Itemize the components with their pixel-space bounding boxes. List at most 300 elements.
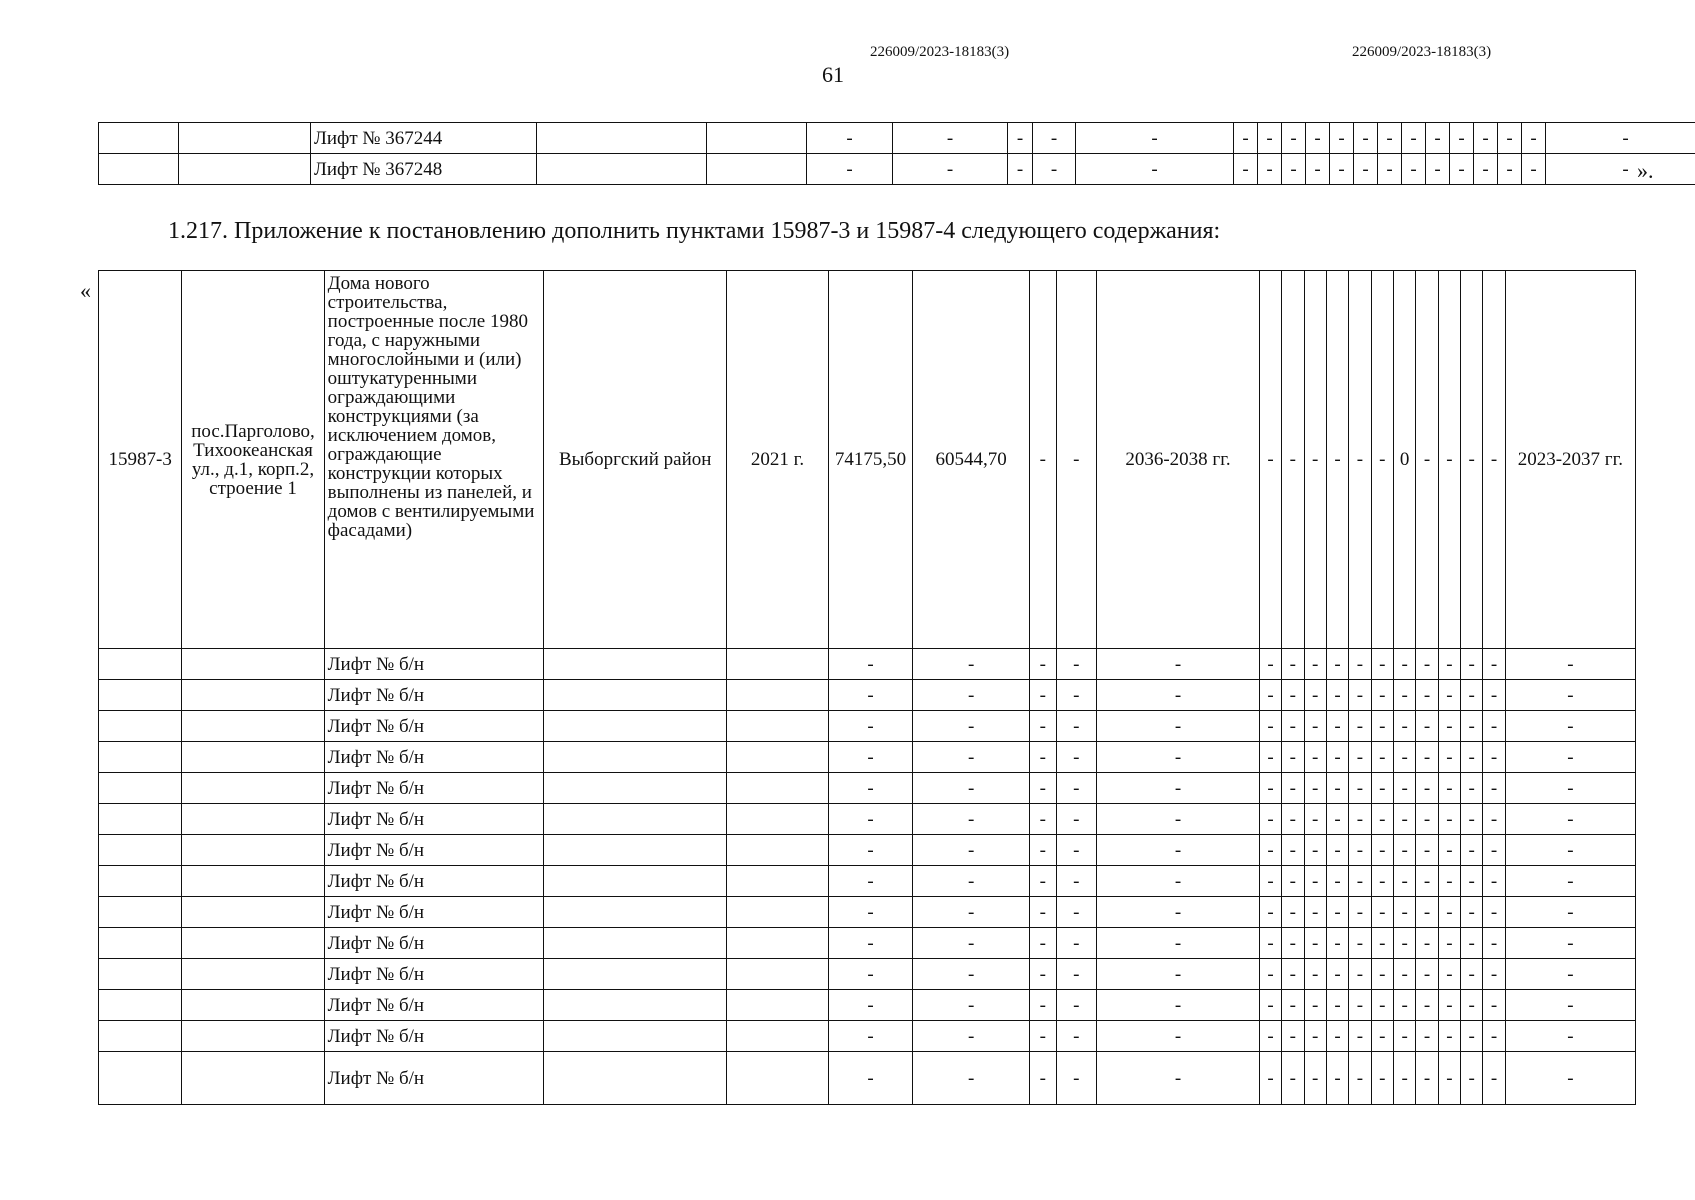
lift-name: Лифт № б/н (324, 649, 544, 680)
entry-period: 2036-2038 гг. (1097, 271, 1260, 649)
empty-cell (537, 123, 707, 154)
empty-cell (727, 959, 829, 990)
lift-row (99, 742, 1636, 773)
entry-small-cell: - (1282, 271, 1304, 649)
dash-cell: - (1326, 928, 1348, 959)
dash-cell: - (913, 804, 1030, 835)
dash-cell: - (1483, 1052, 1505, 1105)
dash-cell: - (1438, 835, 1460, 866)
lift-name: Лифт № б/н (324, 897, 544, 928)
dash-cell: - (1056, 897, 1097, 928)
dash-cell: - (1349, 866, 1371, 897)
entry-small-cell: - (1483, 271, 1505, 649)
dash-cell: - (1056, 990, 1097, 1021)
entry-area-living: 60544,70 (913, 271, 1030, 649)
entry-c1: - (1030, 271, 1056, 649)
dash-cell: - (1097, 897, 1260, 928)
dash-cell: - (1282, 897, 1304, 928)
page-number: 61 (822, 62, 844, 87)
dash-cell: - (1349, 649, 1371, 680)
dash-cell: - (913, 711, 1030, 742)
dash-cell: - (1483, 928, 1505, 959)
empty-cell (99, 897, 182, 928)
dash-cell: - (1326, 990, 1348, 1021)
dash-cell: - (1349, 1052, 1371, 1105)
empty-cell (727, 990, 829, 1021)
entry-district: Выборгский район (544, 271, 727, 649)
empty-cell (544, 928, 727, 959)
dash-cell: - (1282, 928, 1304, 959)
dash-cell: - (1234, 123, 1258, 154)
empty-cell (727, 835, 829, 866)
dash-cell: - (1282, 959, 1304, 990)
dash-cell: - (913, 773, 1030, 804)
dash-cell: - (1097, 835, 1260, 866)
dash-cell: - (1030, 711, 1056, 742)
dash-cell: - (807, 123, 893, 154)
dash-cell: - (1393, 835, 1415, 866)
dash-cell: - (1259, 1052, 1281, 1105)
lift-name: Лифт № 367248 (311, 154, 537, 185)
dash-cell: - (1450, 123, 1474, 154)
dash-cell: - (1349, 990, 1371, 1021)
empty-cell (727, 1021, 829, 1052)
dash-cell: - (1393, 959, 1415, 990)
dash-cell: - (1393, 928, 1415, 959)
empty-cell (182, 773, 324, 804)
dash-cell: - (1030, 1021, 1056, 1052)
dash-cell: - (1259, 680, 1281, 711)
empty-cell (99, 866, 182, 897)
empty-cell (182, 804, 324, 835)
dash-cell: - (1483, 990, 1505, 1021)
empty-cell (182, 742, 324, 773)
dash-cell: - (1438, 742, 1460, 773)
dash-cell: - (1033, 154, 1076, 185)
dash-cell: - (1056, 742, 1097, 773)
dash-cell: - (1438, 1052, 1460, 1105)
empty-cell (544, 866, 727, 897)
dash-cell: - (1393, 990, 1415, 1021)
dash-cell: - (1259, 711, 1281, 742)
dash-cell: - (1259, 866, 1281, 897)
dash-cell: - (1474, 123, 1498, 154)
dash-cell: - (1498, 154, 1522, 185)
lift-row (99, 1052, 1636, 1105)
opening-quote: « (80, 278, 91, 303)
dash-cell: - (1349, 711, 1371, 742)
dash-cell: - (1030, 773, 1056, 804)
dash-cell: - (913, 649, 1030, 680)
dash-cell: - (1371, 990, 1393, 1021)
dash-cell: - (828, 804, 912, 835)
dash-cell: - (1416, 990, 1438, 1021)
dash-cell: - (807, 154, 893, 185)
dash-cell: - (1505, 711, 1635, 742)
dash-cell: - (1282, 835, 1304, 866)
entry-area-total: 74175,50 (828, 271, 912, 649)
dash-cell: - (1259, 1021, 1281, 1052)
dash-cell: - (1030, 649, 1056, 680)
dash-cell: - (1304, 649, 1326, 680)
dash-cell: - (1056, 1021, 1097, 1052)
dash-cell: - (1498, 123, 1522, 154)
dash-cell: - (1056, 711, 1097, 742)
dash-cell: - (1349, 928, 1371, 959)
dash-cell: - (1426, 123, 1450, 154)
dash-cell: - (913, 959, 1030, 990)
dash-cell: - (1008, 123, 1033, 154)
dash-cell: - (1349, 804, 1371, 835)
dash-cell: - (1330, 154, 1354, 185)
main-table (98, 270, 1636, 1105)
dash-cell: - (1304, 711, 1326, 742)
dash-cell: - (1438, 773, 1460, 804)
empty-cell (727, 742, 829, 773)
dash-cell: - (1030, 1052, 1056, 1105)
empty-cell (727, 649, 829, 680)
lift-row (99, 897, 1636, 928)
dash-cell: - (1304, 990, 1326, 1021)
empty-cell (707, 154, 807, 185)
dash-cell: - (828, 990, 912, 1021)
entry-small-cell: - (1259, 271, 1281, 649)
dash-cell: - (1461, 649, 1483, 680)
lift-row (99, 959, 1636, 990)
dash-cell: - (1259, 773, 1281, 804)
dash-cell: - (1354, 123, 1378, 154)
dash-cell: - (1483, 835, 1505, 866)
dash-cell: - (913, 1021, 1030, 1052)
dash-cell: - (1330, 123, 1354, 154)
dash-cell: - (1505, 1021, 1635, 1052)
dash-cell: - (1097, 1021, 1260, 1052)
dash-cell: - (1416, 959, 1438, 990)
lift-row (99, 928, 1636, 959)
dash-cell: - (1416, 928, 1438, 959)
lift-name: Лифт № 367244 (311, 123, 537, 154)
dash-cell: - (1461, 928, 1483, 959)
dash-cell: - (1393, 773, 1415, 804)
dash-cell: - (1097, 804, 1260, 835)
dash-cell: - (1522, 154, 1546, 185)
dash-cell: - (1097, 1052, 1260, 1105)
lift-name: Лифт № б/н (324, 990, 544, 1021)
dash-cell: - (1461, 804, 1483, 835)
dash-cell: - (1030, 866, 1056, 897)
lift-name: Лифт № б/н (324, 866, 544, 897)
amendment-paragraph: 1.217. Приложение к постановлению дополнить пунктами 15987-3 и 15987-4 следующего содержания: (168, 218, 1221, 244)
empty-cell (544, 1052, 727, 1105)
dash-cell: - (1378, 123, 1402, 154)
dash-cell: - (1056, 959, 1097, 990)
dash-cell: - (1371, 866, 1393, 897)
lift-row (99, 835, 1636, 866)
dash-cell: - (1258, 123, 1282, 154)
empty-cell (182, 649, 324, 680)
dash-cell: - (1505, 897, 1635, 928)
dash-cell: - (1030, 680, 1056, 711)
dash-cell: - (1304, 680, 1326, 711)
dash-cell: - (1282, 1021, 1304, 1052)
dash-cell: - (1546, 154, 1695, 185)
entry-small-cell: - (1304, 271, 1326, 649)
empty-cell (727, 866, 829, 897)
dash-cell: - (1371, 897, 1393, 928)
dash-cell: - (1505, 1052, 1635, 1105)
empty-cell (182, 990, 324, 1021)
dash-cell: - (828, 680, 912, 711)
dash-cell: - (1030, 928, 1056, 959)
dash-cell: - (1097, 773, 1260, 804)
dash-cell: - (1304, 897, 1326, 928)
empty-cell (544, 680, 727, 711)
dash-cell: - (1259, 649, 1281, 680)
dash-cell: - (1304, 804, 1326, 835)
dash-cell: - (1546, 123, 1695, 154)
empty-cell (99, 649, 182, 680)
dash-cell: - (1371, 711, 1393, 742)
dash-cell: - (1304, 1021, 1326, 1052)
dash-cell: - (1326, 680, 1348, 711)
lift-name: Лифт № б/н (324, 1021, 544, 1052)
dash-cell: - (1097, 680, 1260, 711)
empty-cell (99, 804, 182, 835)
dash-cell: - (1304, 928, 1326, 959)
lift-name: Лифт № б/н (324, 959, 544, 990)
dash-cell: - (1393, 1021, 1415, 1052)
lift-name: Лифт № б/н (324, 1052, 544, 1105)
dash-cell: - (1483, 1021, 1505, 1052)
dash-cell: - (1282, 990, 1304, 1021)
empty-cell (544, 742, 727, 773)
dash-cell: - (1282, 123, 1306, 154)
dash-cell: - (1505, 959, 1635, 990)
entry-small-cell: - (1349, 271, 1371, 649)
dash-cell: - (1461, 866, 1483, 897)
dash-cell: - (1438, 804, 1460, 835)
dash-cell: - (1505, 990, 1635, 1021)
dash-cell: - (1505, 773, 1635, 804)
dash-cell: - (1282, 866, 1304, 897)
dash-cell: - (1326, 835, 1348, 866)
dash-cell: - (1056, 866, 1097, 897)
dash-cell: - (1349, 897, 1371, 928)
empty-cell (727, 711, 829, 742)
dash-cell: - (913, 928, 1030, 959)
empty-cell (99, 711, 182, 742)
dash-cell: - (1505, 835, 1635, 866)
dash-cell: - (1259, 742, 1281, 773)
dash-cell: - (1393, 649, 1415, 680)
dash-cell: - (1393, 897, 1415, 928)
dash-cell: - (1461, 990, 1483, 1021)
lift-name: Лифт № б/н (324, 680, 544, 711)
dash-cell: - (1326, 959, 1348, 990)
empty-cell (727, 804, 829, 835)
dash-cell: - (1483, 804, 1505, 835)
dash-cell: - (1371, 835, 1393, 866)
dash-cell: - (1483, 742, 1505, 773)
entry-address: пос.Парголово, Тихоокеанская ул., д.1, корп.2, строение 1 (182, 271, 324, 649)
empty-cell (182, 835, 324, 866)
dash-cell: - (1056, 928, 1097, 959)
dash-cell: - (1474, 154, 1498, 185)
dash-cell: - (1393, 742, 1415, 773)
dash-cell: - (828, 773, 912, 804)
dash-cell: - (1097, 866, 1260, 897)
dash-cell: - (1259, 990, 1281, 1021)
dash-cell: - (1282, 773, 1304, 804)
dash-cell: - (1416, 680, 1438, 711)
dash-cell: - (1483, 711, 1505, 742)
empty-cell (99, 1052, 182, 1105)
dash-cell: - (828, 1021, 912, 1052)
dash-cell: - (828, 866, 912, 897)
empty-cell (707, 123, 807, 154)
lift-name: Лифт № б/н (324, 773, 544, 804)
dash-cell: - (1416, 742, 1438, 773)
dash-cell: - (828, 959, 912, 990)
dash-cell: - (1326, 1021, 1348, 1052)
dash-cell: - (1282, 804, 1304, 835)
dash-cell: - (1259, 959, 1281, 990)
empty-cell (182, 711, 324, 742)
dash-cell: - (1304, 835, 1326, 866)
dash-cell: - (1326, 773, 1348, 804)
dash-cell: - (913, 680, 1030, 711)
dash-cell: - (1326, 649, 1348, 680)
empty-cell (179, 123, 311, 154)
dash-cell: - (1258, 154, 1282, 185)
empty-cell (537, 154, 707, 185)
dash-cell: - (1349, 959, 1371, 990)
dash-cell: - (1234, 154, 1258, 185)
dash-cell: - (1450, 154, 1474, 185)
dash-cell: - (1326, 711, 1348, 742)
dash-cell: - (1522, 123, 1546, 154)
entry-number: 15987-3 (99, 271, 182, 649)
entry-small-cell: - (1326, 271, 1348, 649)
dash-cell: - (828, 742, 912, 773)
closing-quote: ». (1637, 158, 1654, 183)
dash-cell: - (1438, 928, 1460, 959)
dash-cell: - (1326, 742, 1348, 773)
empty-cell (544, 959, 727, 990)
document-id-right: 226009/2023-18183(3) (1352, 44, 1492, 60)
empty-cell (182, 1021, 324, 1052)
empty-cell (99, 928, 182, 959)
dash-cell: - (1505, 680, 1635, 711)
dash-cell: - (1326, 1052, 1348, 1105)
entry-period2: 2023-2037 гг. (1505, 271, 1635, 649)
entry-small-cell: 0 (1393, 271, 1415, 649)
dash-cell: - (1393, 866, 1415, 897)
dash-cell: - (1056, 804, 1097, 835)
lift-name: Лифт № б/н (324, 742, 544, 773)
empty-cell (544, 990, 727, 1021)
dash-cell: - (1483, 680, 1505, 711)
dash-cell: - (1282, 154, 1306, 185)
dash-cell: - (1056, 835, 1097, 866)
dash-cell: - (1438, 990, 1460, 1021)
lift-row (99, 649, 1636, 680)
dash-cell: - (1416, 1021, 1438, 1052)
dash-cell: - (1030, 835, 1056, 866)
dash-cell: - (1030, 897, 1056, 928)
dash-cell: - (1461, 897, 1483, 928)
entry-small-cell: - (1416, 271, 1438, 649)
dash-cell: - (893, 154, 1008, 185)
empty-cell (182, 928, 324, 959)
dash-cell: - (1306, 154, 1330, 185)
entry-year: 2021 г. (727, 271, 829, 649)
empty-cell (727, 1052, 829, 1105)
dash-cell: - (1483, 866, 1505, 897)
dash-cell: - (1371, 1052, 1393, 1105)
dash-cell: - (1438, 649, 1460, 680)
dash-cell: - (1282, 1052, 1304, 1105)
lift-row (99, 1021, 1636, 1052)
dash-cell: - (1371, 742, 1393, 773)
dash-cell: - (1402, 123, 1426, 154)
dash-cell: - (1056, 773, 1097, 804)
dash-cell: - (1461, 773, 1483, 804)
dash-cell: - (1416, 649, 1438, 680)
dash-cell: - (1483, 897, 1505, 928)
dash-cell: - (913, 742, 1030, 773)
entry-small-cell: - (1438, 271, 1460, 649)
dash-cell: - (1259, 804, 1281, 835)
dash-cell: - (1416, 804, 1438, 835)
dash-cell: - (1097, 742, 1260, 773)
dash-cell: - (1371, 959, 1393, 990)
empty-cell (727, 680, 829, 711)
lift-row (99, 990, 1636, 1021)
dash-cell: - (1393, 804, 1415, 835)
dash-cell: - (1416, 897, 1438, 928)
empty-cell (182, 680, 324, 711)
dash-cell: - (1402, 154, 1426, 185)
empty-cell (179, 154, 311, 185)
document-id-left: 226009/2023-18183(3) (870, 44, 1010, 60)
lift-name: Лифт № б/н (324, 711, 544, 742)
lift-row (99, 680, 1636, 711)
dash-cell: - (913, 835, 1030, 866)
dash-cell: - (1505, 649, 1635, 680)
dash-cell: - (1505, 804, 1635, 835)
empty-cell (544, 804, 727, 835)
dash-cell: - (1304, 773, 1326, 804)
dash-cell: - (1438, 959, 1460, 990)
dash-cell: - (1461, 742, 1483, 773)
dash-cell: - (1097, 990, 1260, 1021)
dash-cell: - (1371, 804, 1393, 835)
dash-cell: - (1030, 742, 1056, 773)
continuation-table (98, 122, 1695, 185)
dash-cell: - (1008, 154, 1033, 185)
dash-cell: - (1354, 154, 1378, 185)
lift-row (99, 123, 1695, 154)
empty-cell (182, 866, 324, 897)
dash-cell: - (1483, 959, 1505, 990)
dash-cell: - (1461, 959, 1483, 990)
empty-cell (544, 649, 727, 680)
dash-cell: - (1097, 649, 1260, 680)
dash-cell: - (1416, 835, 1438, 866)
empty-cell (182, 959, 324, 990)
dash-cell: - (828, 928, 912, 959)
